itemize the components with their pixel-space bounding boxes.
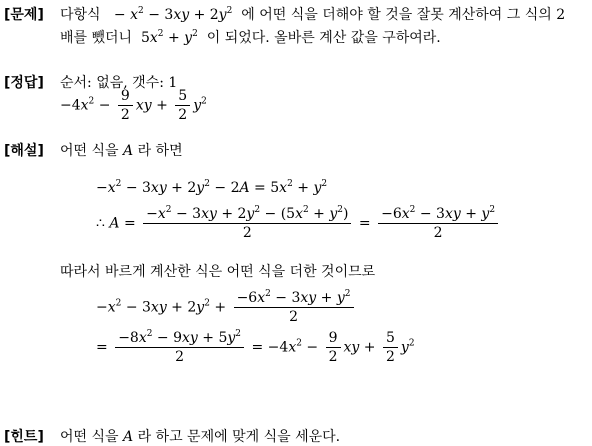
hint-pre: 어떤 식을 bbox=[60, 429, 119, 445]
solution-intro-pre: 어떤 식을 bbox=[60, 143, 119, 159]
hint-line bbox=[60, 426, 340, 446]
problem-line-1 bbox=[60, 4, 565, 24]
problem-line1-text: 다항식 bbox=[60, 7, 101, 23]
solution-then-text: 따라서 바르게 계산한 식은 어떤 식을 더한 것이므로 bbox=[60, 264, 376, 280]
hint-tag: [힌트] bbox=[4, 429, 44, 445]
problem-line2-pre: 배를 뺐더니 bbox=[60, 30, 133, 46]
problem-line1-rest: 에 어떤 식을 더해야 할 것을 잘못 계산하여 그 식의 2 bbox=[241, 7, 566, 23]
answer-tag: [정답] bbox=[4, 75, 44, 91]
solution-intro-post: 라 하면 bbox=[137, 143, 183, 159]
problem-wrong-result: $5x^2 + y^2$ bbox=[136, 29, 198, 46]
problem-line2-post: 이 되었다. 올바른 계산 값을 구하여라. bbox=[206, 30, 441, 46]
answer-expression: $-4x^2$ − $\frac{9}{2}$ xy + $\frac{5}{2}$ $y^2$ bbox=[60, 88, 207, 124]
therefore-symbol: ∴ bbox=[96, 215, 105, 232]
problem-tag: [문제] bbox=[4, 7, 44, 23]
solution-tag: [해설] bbox=[4, 143, 44, 159]
problem-polynomial: − $x^2 - 3xy + 2y^2$ bbox=[105, 6, 233, 23]
solution-intro bbox=[60, 140, 183, 160]
answer-line-1: 순서: 없음, 갯수: 1 bbox=[60, 75, 178, 91]
hint-post: 라 하고 문제에 맞게 식을 세운다. bbox=[137, 429, 341, 445]
solution-equation-1: $-x^2 - 3xy + 2y^2 - 2A = 5x^2 + y^2$ bbox=[96, 179, 328, 196]
solution-equation-4: = $\frac{-8x^2 - 9xy + 5y^2}{2}$ = $-4x^2$ − $\frac{9}{2}$ xy + $\frac{5}{2}$ $y^2$ bbox=[96, 329, 415, 366]
hint-var: A bbox=[123, 429, 134, 445]
solution-equation-2: ∴ A = $\frac{-x^2 - 3xy + 2y^2 - (5x^2 + y^2)}{2}$ = $\frac{-6x^2 - 3xy + y^2}{2}$ bbox=[96, 206, 501, 241]
problem-line-2 bbox=[60, 27, 441, 47]
solution-equation-3: $-x^2 - 3xy + 2y^2$ + $\frac{-6x^2 - 3xy + y^2}{2}$ bbox=[96, 290, 357, 325]
solution-intro-var: A bbox=[123, 143, 134, 159]
